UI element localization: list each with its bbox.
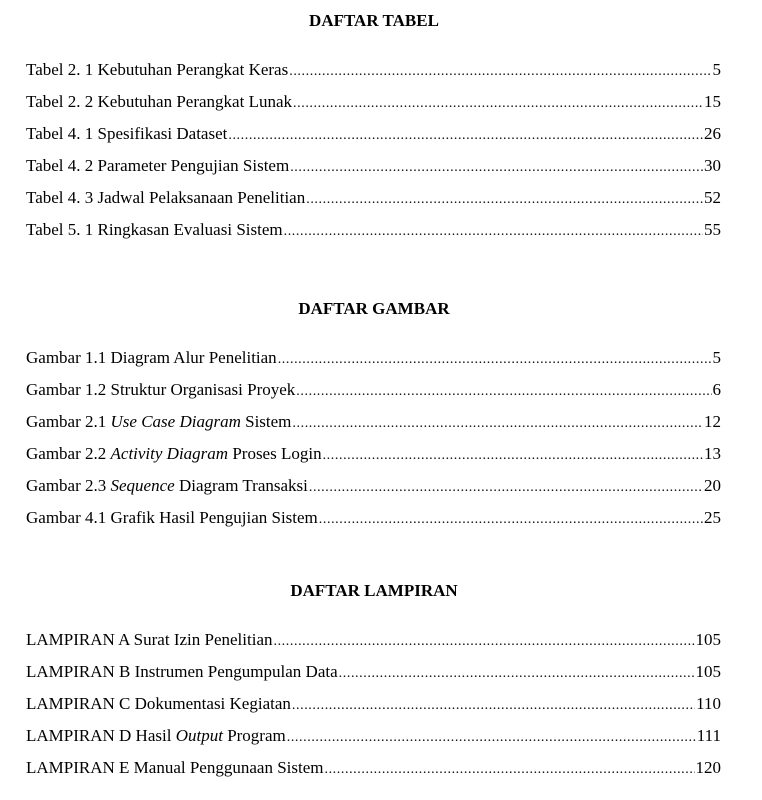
dot-leader bbox=[339, 664, 695, 684]
page-number: 26 bbox=[704, 124, 721, 143]
toc-entry-label bbox=[26, 662, 338, 682]
dot-leader bbox=[293, 94, 703, 114]
toc-entry-italic-text: Output bbox=[175, 726, 223, 745]
toc-entry-label bbox=[26, 630, 272, 650]
tables-list bbox=[26, 60, 721, 252]
dot-leader bbox=[292, 696, 695, 716]
page-number: 120 bbox=[695, 758, 721, 777]
dot-leader bbox=[324, 760, 694, 780]
page-number: 110 bbox=[696, 694, 721, 713]
toc-entry-text: Gambar 2.1 bbox=[26, 412, 111, 431]
page-number: 111 bbox=[696, 726, 721, 745]
toc-entry-text-suffix: Proses Login bbox=[228, 444, 322, 463]
toc-entry-text: Tabel 5. 1 Ringkasan Evaluasi Sistem bbox=[26, 220, 283, 239]
toc-entry-text: LAMPIRAN C Dokumentasi Kegiatan bbox=[26, 694, 291, 713]
toc-entry-text: Gambar 2.2 bbox=[26, 444, 111, 463]
toc-entry bbox=[26, 156, 721, 188]
page-number: 52 bbox=[704, 188, 721, 207]
toc-entry-text: Gambar 1.1 Diagram Alur Penelitian bbox=[26, 348, 277, 367]
toc-entry bbox=[26, 60, 721, 92]
toc-entry-text-suffix: Sistem bbox=[240, 412, 292, 431]
toc-entry-text: LAMPIRAN D Hasil bbox=[26, 726, 176, 745]
toc-entry bbox=[26, 508, 721, 540]
figures-section-title: DAFTAR GAMBAR bbox=[298, 299, 450, 318]
toc-entry-label bbox=[26, 124, 227, 144]
toc-entry-label bbox=[26, 694, 291, 714]
page-number: 15 bbox=[704, 92, 721, 111]
toc-entry-italic-text: Sequence bbox=[110, 476, 175, 495]
page-number: 13 bbox=[704, 444, 721, 463]
page-number: 5 bbox=[712, 348, 721, 367]
page-number: 25 bbox=[704, 508, 721, 527]
toc-entry bbox=[26, 726, 721, 758]
dot-leader bbox=[292, 414, 703, 434]
toc-entry-label bbox=[26, 476, 308, 496]
toc-entry bbox=[26, 758, 721, 790]
toc-entry bbox=[26, 412, 721, 444]
toc-entry-text: Tabel 4. 3 Jadwal Pelaksanaan Penelitian bbox=[26, 188, 306, 207]
toc-entry-text: LAMPIRAN A Surat Izin Penelitian bbox=[26, 630, 273, 649]
toc-entry bbox=[26, 220, 721, 252]
toc-entry-label bbox=[26, 508, 318, 528]
dot-leader bbox=[296, 382, 711, 402]
page-number: 6 bbox=[712, 380, 721, 399]
toc-entry-text: Gambar 2.3 bbox=[26, 476, 111, 495]
toc-entry-text: LAMPIRAN E Manual Penggunaan Sistem bbox=[26, 758, 324, 777]
toc-entry-italic-text: Use Case Diagram bbox=[110, 412, 241, 431]
dot-leader bbox=[289, 62, 711, 82]
dot-leader bbox=[323, 446, 703, 466]
toc-entry-label bbox=[26, 188, 305, 208]
toc-entry bbox=[26, 348, 721, 380]
toc-entry bbox=[26, 662, 721, 694]
toc-entry bbox=[26, 630, 721, 662]
dot-leader bbox=[278, 350, 712, 370]
page-number: 55 bbox=[704, 220, 721, 239]
toc-entry-text: Tabel 4. 2 Parameter Pengujian Sistem bbox=[26, 156, 290, 175]
appendices-list bbox=[26, 630, 721, 790]
toc-entry-text: Tabel 4. 1 Spesifikasi Dataset bbox=[26, 124, 228, 143]
toc-entry-label bbox=[26, 60, 288, 80]
toc-entry bbox=[26, 124, 721, 156]
toc-entry-label bbox=[26, 758, 323, 778]
dot-leader bbox=[290, 158, 703, 178]
page-number: 105 bbox=[695, 630, 721, 649]
toc-entry bbox=[26, 694, 721, 726]
toc-entry-label bbox=[26, 412, 291, 432]
dot-leader bbox=[306, 190, 703, 210]
tables-section-title: DAFTAR TABEL bbox=[309, 11, 439, 30]
toc-entry-label bbox=[26, 156, 289, 176]
toc-entry-label bbox=[26, 348, 277, 368]
appendices-section-title: DAFTAR LAMPIRAN bbox=[290, 581, 458, 600]
toc-entry bbox=[26, 444, 721, 476]
dot-leader bbox=[319, 510, 703, 530]
figures-list bbox=[26, 348, 721, 540]
dot-leader bbox=[309, 478, 703, 498]
page-number: 30 bbox=[704, 156, 721, 175]
page-number: 12 bbox=[704, 412, 721, 431]
toc-entry-italic-text: Activity Diagram bbox=[110, 444, 229, 463]
dot-leader bbox=[273, 632, 694, 652]
toc-entry bbox=[26, 380, 721, 412]
toc-entry bbox=[26, 92, 721, 124]
page-number: 20 bbox=[704, 476, 721, 495]
toc-entry-text: Gambar 1.2 Struktur Organisasi Proyek bbox=[26, 380, 296, 399]
toc-entry-text-suffix: Diagram Transaksi bbox=[174, 476, 308, 495]
toc-entry-label bbox=[26, 220, 283, 240]
toc-entry bbox=[26, 188, 721, 220]
toc-entry-text: LAMPIRAN B Instrumen Pengumpulan Data bbox=[26, 662, 338, 681]
dot-leader bbox=[284, 222, 703, 242]
toc-entry-text: Tabel 2. 1 Kebutuhan Perangkat Keras bbox=[26, 60, 289, 79]
toc-entry-text: Gambar 4.1 Grafik Hasil Pengujian Sistem bbox=[26, 508, 318, 527]
toc-entry bbox=[26, 476, 721, 508]
dot-leader bbox=[287, 728, 696, 748]
page-number: 5 bbox=[712, 60, 721, 79]
toc-entry-label bbox=[26, 380, 295, 400]
toc-entry-text-suffix: Program bbox=[222, 726, 286, 745]
dot-leader bbox=[228, 126, 703, 146]
toc-entry-label bbox=[26, 726, 286, 746]
page-number: 105 bbox=[695, 662, 721, 681]
toc-entry-text: Tabel 2. 2 Kebutuhan Perangkat Lunak bbox=[26, 92, 293, 111]
toc-entry-label bbox=[26, 444, 322, 464]
toc-entry-label bbox=[26, 92, 292, 112]
